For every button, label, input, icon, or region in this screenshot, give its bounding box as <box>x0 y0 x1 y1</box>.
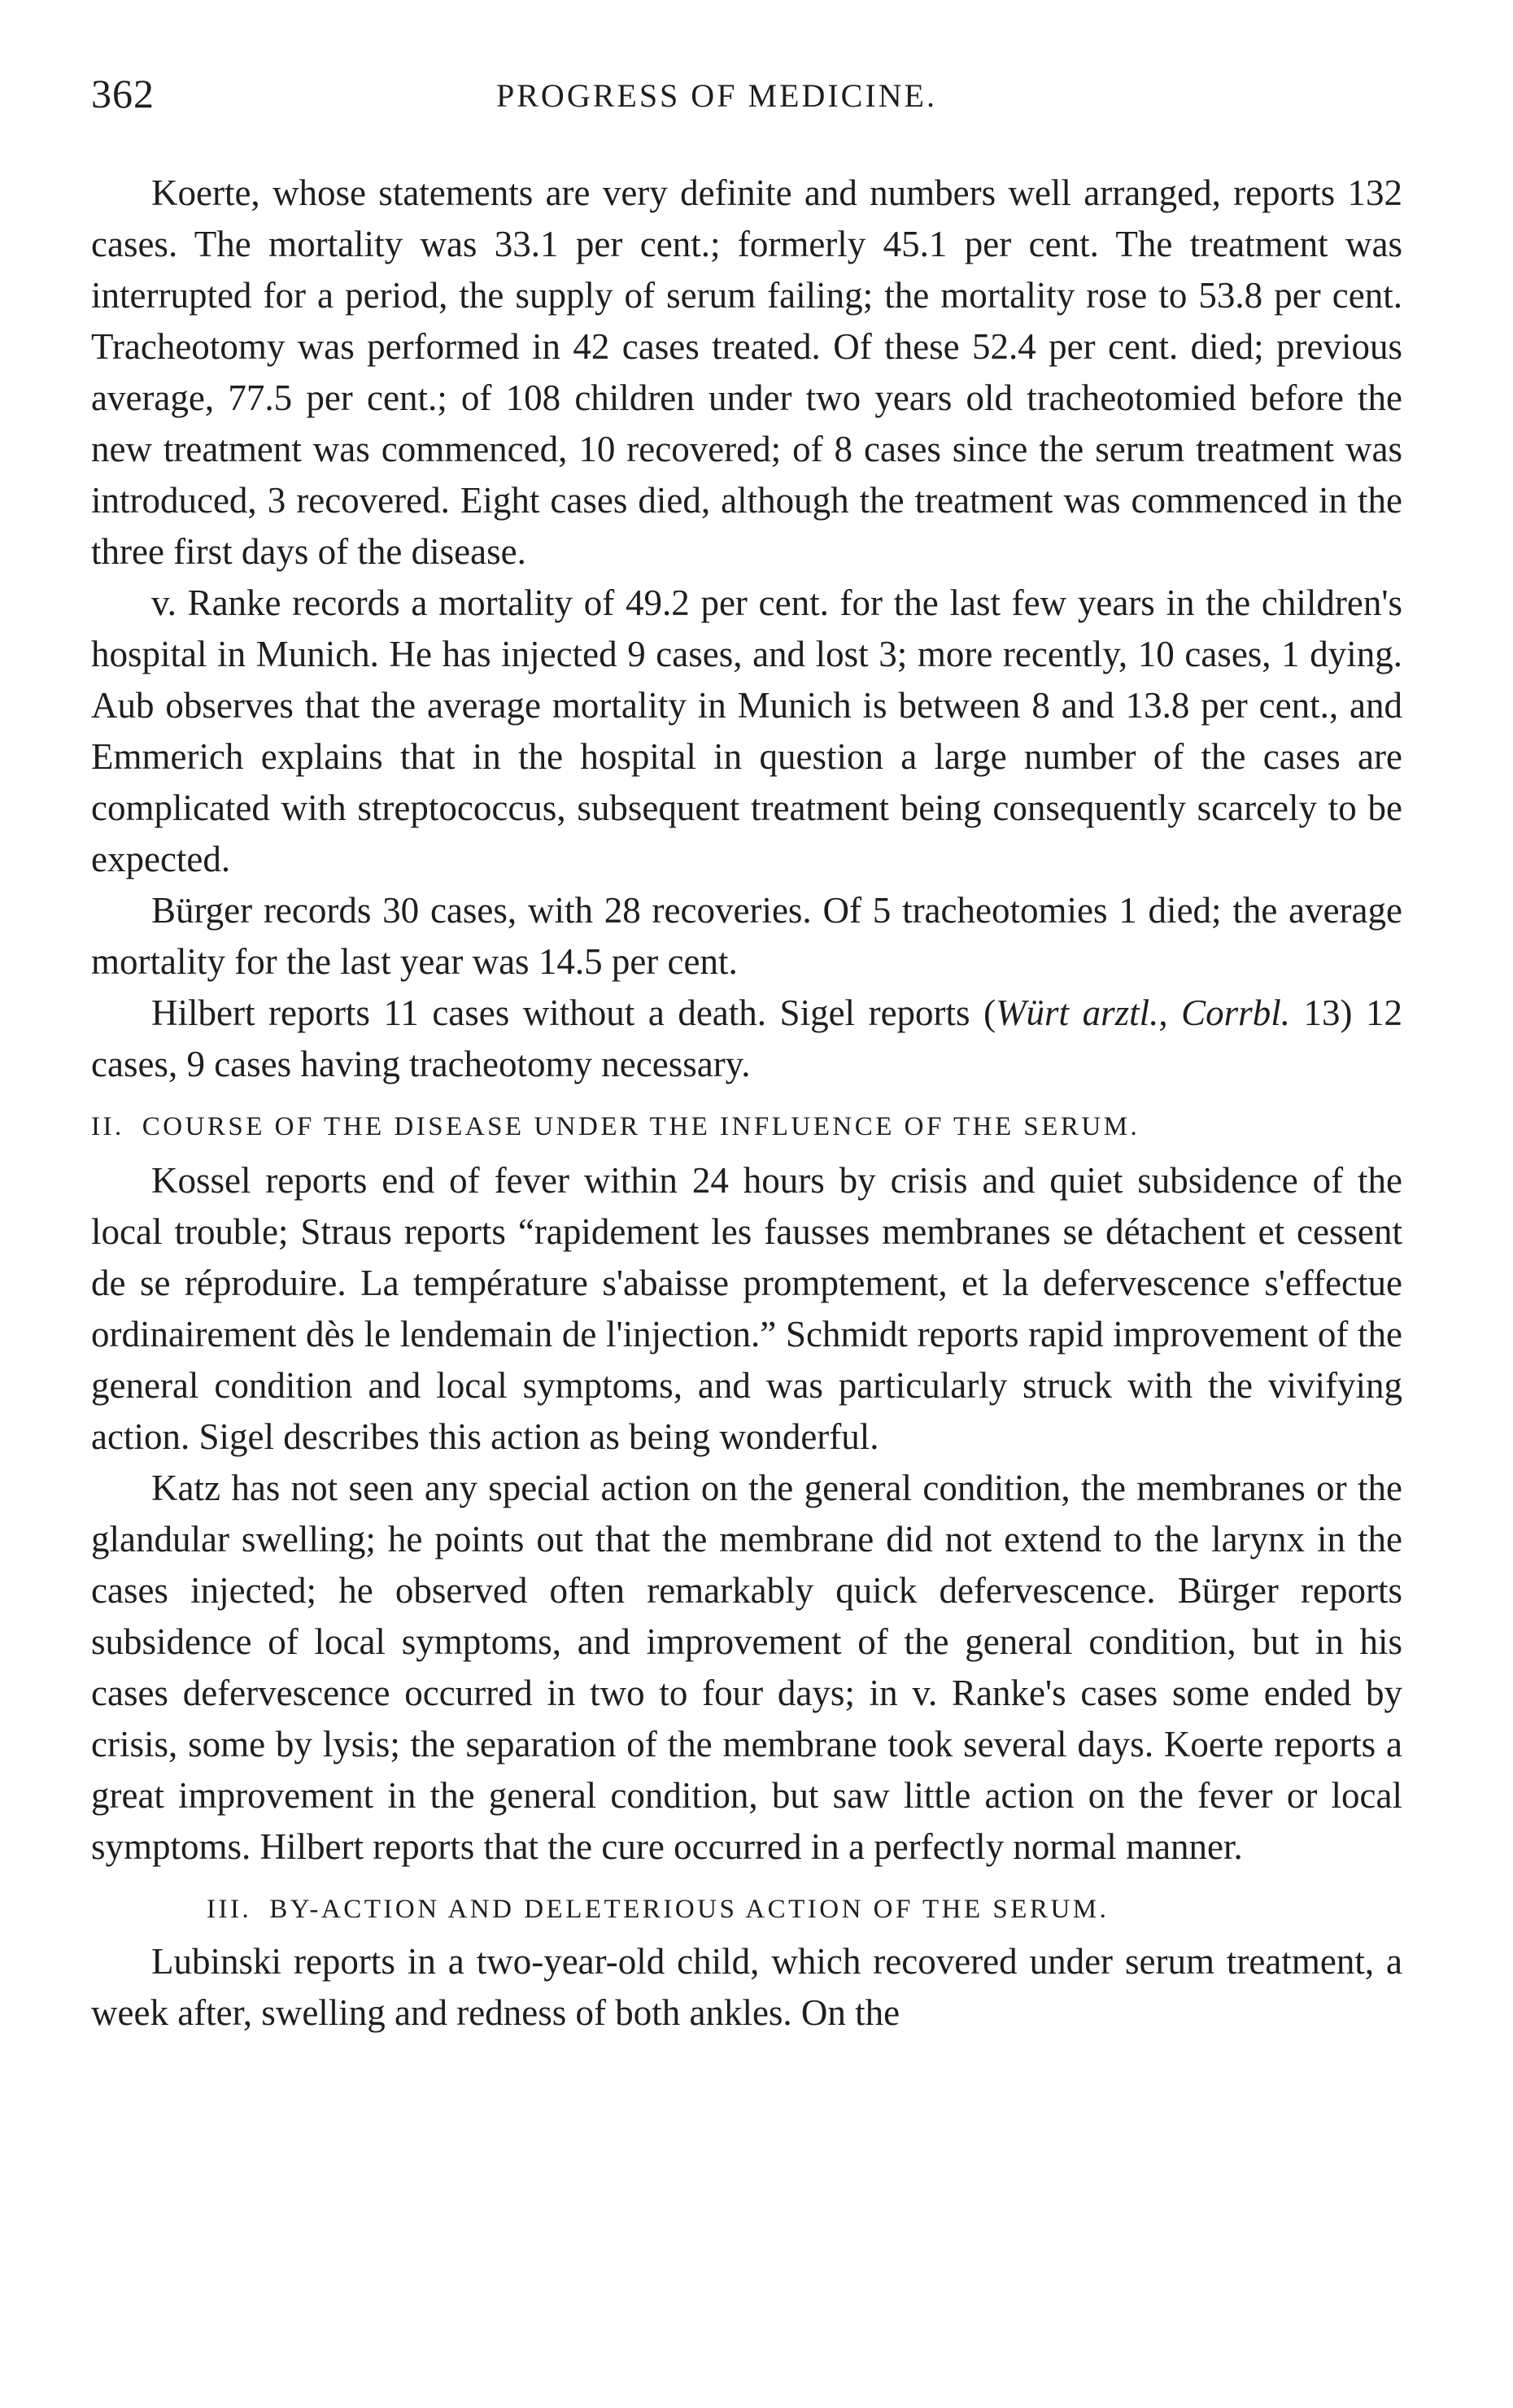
body-text <box>91 168 1402 2039</box>
paragraph-burger: Bürger records 30 cases, with 28 recoveries. Of 5 tracheotomies 1 died; the average mortality for the last year was 14.5 per cent. <box>91 890 1402 982</box>
paragraph-hilbert-text-c: 13) 12 cases, 9 cases having tracheotomy necessary. <box>91 992 1402 1084</box>
section-title: BY-ACTION AND DELETERIOUS ACTION OF THE SERUM. <box>269 1895 1110 1924</box>
paragraph-hilbert-sigel <box>91 988 1402 1090</box>
paragraph-hilbert-text-b: , <box>1158 992 1182 1033</box>
section-number: II. <box>91 1112 124 1141</box>
running-head: PROGRESS OF MEDICINE. <box>496 77 937 114</box>
paragraph-katz: Katz has not seen any special action on the general condition, the membranes or the glandular swelling; he points out that the membrane did not extend to the larynx in the cases injected; he observed often remarkably quick defervescence. Bürger reports subsidence of local symptoms, and improvement of the general condition, but in his cases defervescence occurred in two to four days; in v. Ranke's cases some ended by crisis, some by lysis; the separation of the membrane took several days. Koerte reports a great improvement in the general condition, but saw little action on the fever or local symptoms. Hilbert reports that the cure occurred in a perfectly normal manner. <box>91 1468 1402 1867</box>
section-heading-by-action <box>91 1889 1402 1930</box>
citation-journal-b: Corrbl. <box>1181 992 1290 1033</box>
paragraph-ranke: v. Ranke records a mortality of 49.2 per cent. for the last few years in the children's hospital in Munich. He has injected 9 cases, and lost 3; more recently, 10 cases, 1 dying. Aub observes that the average mortality in Munich is between 8 and 13.8 per cent., and Emmerich explains that in the hospital in question a large number of the cases are complicated with streptococcus, subsequent treatment being consequently scarcely to be expected. <box>91 582 1402 879</box>
section-number: III. <box>207 1895 252 1924</box>
paragraph-lubinski: Lubinski reports in a two-year-old child, which recovered under serum treatment, a week after, swelling and redness of both ankles. On the <box>91 1941 1402 2033</box>
paragraph-hilbert-text-a: Hilbert reports 11 cases without a death. Sigel reports ( <box>151 992 996 1033</box>
page-number: 362 <box>91 71 155 116</box>
section-title: COURSE OF THE DISEASE UNDER THE INFLUENCE OF THE SERUM. <box>142 1112 1140 1141</box>
section-heading-course <box>91 1106 1402 1147</box>
paragraph-kossel: Kossel reports end of fever within 24 hours by crisis and quiet subsidence of the local trouble; Straus reports “rapidement les fausses membranes se détachent et cessent de se réproduire. La température s'abaisse promptement, et la defervescence s'effectue ordinairement dès le lendemain de l'injection.” Schmidt reports rapid improvement of the general condition and local symptoms, and was particularly struck with the vivifying action. Sigel describes this action as being wonderful. <box>91 1160 1402 1457</box>
citation-journal-a: Würt arztl. <box>996 992 1159 1033</box>
paragraph-koerte: Koerte, whose statements are very definite and numbers well arranged, reports 132 cases. The mortality was 33.1 per cent.; formerly 45.1 per cent. The treatment was interrupted for a period, the supply of serum failing; the mortality rose to 53.8 per cent. Tracheotomy was performed in 42 cases treated. Of these 52.4 per cent. died; previous average, 77.5 per cent.; of 108 children under two years old tracheotomied before the new treatment was commenced, 10 recovered; of 8 cases since the serum treatment was introduced, 3 recovered. Eight cases died, although the treatment was commenced in the three first days of the disease. <box>91 172 1402 572</box>
